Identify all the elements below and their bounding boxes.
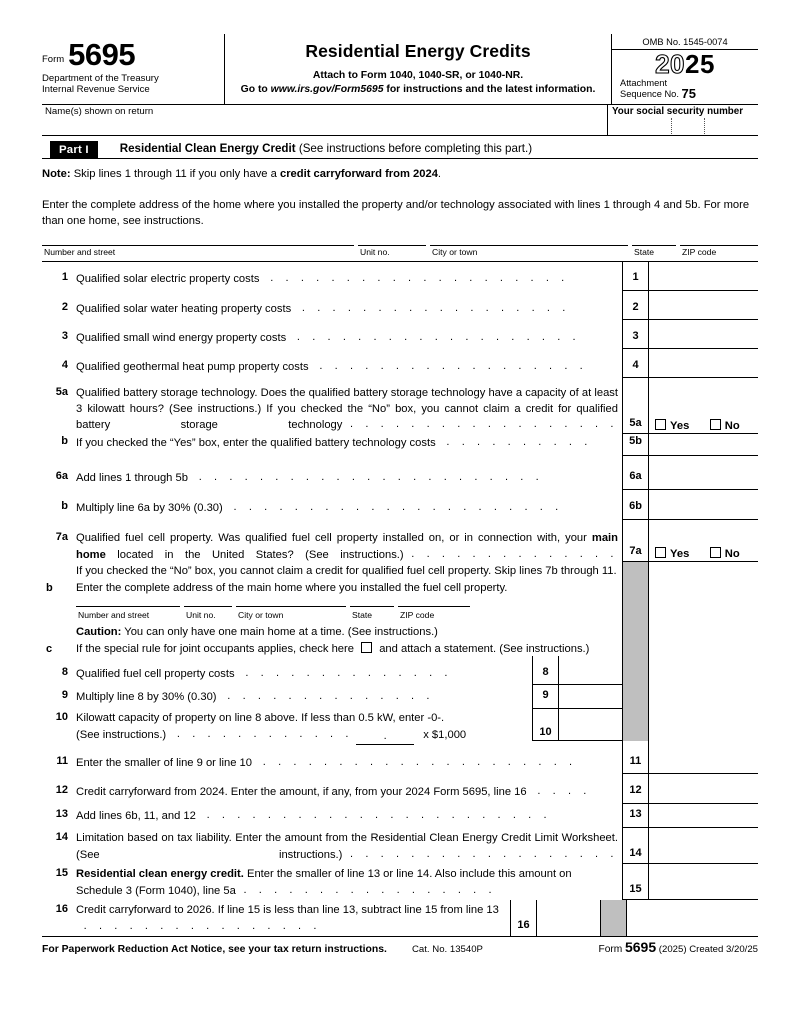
address-instruction: Enter the complete address of the home where you installed the property and/or technology associated with lines 1 through 4 and 5b. For more than one home, see instructions.: [42, 199, 750, 227]
leader-dots: . . . . . . . . . . . . . .: [403, 547, 618, 560]
line-16-number: 16: [55, 903, 68, 915]
ssn-label: Your social security number: [612, 106, 744, 117]
line-7a-note: If you checked the “No” box, you cannot claim a credit for qualified fuel cell property. Skip lines 7b through 11.: [76, 565, 617, 577]
attach-instruction: Attach to Form 1040, 1040-SR, or 1040-NR.: [312, 70, 524, 81]
line-5a-label: Qualified battery storage technology. Does the qualified battery storage technology have a capacity of at least 3 kilowatt hours? (See instructions.) If you checked the “No” box, you cannot claim a credit for qualified battery storage technology: [76, 387, 618, 432]
leader-dots: . . . . . . . . . . . . . . . . . . . .: [262, 272, 569, 284]
line-6b-label: Multiply line 6a by 30% (0.30): [76, 502, 223, 514]
line-8-row: [42, 656, 758, 685]
line-4-ref: 4: [622, 349, 648, 378]
address-zip-label: ZIP code: [682, 247, 717, 257]
omb-number: OMB No. 1545-0074: [612, 34, 758, 50]
line-2-text: [76, 291, 622, 320]
attachment-label-1: Attachment: [620, 78, 668, 88]
leader-dots: . . . . . . . . . . . . . . . . . . .: [289, 331, 581, 343]
line-1-row: [42, 261, 758, 291]
line-1-number: 1: [61, 271, 68, 283]
footer-form-label: Form: [598, 944, 623, 955]
line-5b-number: b: [61, 435, 68, 447]
line-8-label: Qualified fuel cell property costs: [76, 668, 235, 680]
line-13-text: [76, 804, 622, 828]
goto-url[interactable]: www.irs.gov/Form5695: [270, 84, 384, 95]
line-7a-text: [76, 520, 622, 562]
line-15-label-rest: Enter the smaller of line 13 or line 14. Also include this amount on Schedule 3 (Form 1040), line 5a: [76, 868, 572, 897]
department-block: [42, 73, 218, 96]
checkbox-icon[interactable]: [710, 419, 721, 430]
note-bold-text: credit carryforward from 2024: [279, 168, 438, 180]
leader-dots: . . . . . . . . . . . . . . . . . . . . . .: [225, 501, 563, 513]
line-15-text: [76, 864, 622, 900]
line-16-amount[interactable]: [536, 900, 600, 936]
line-7a-ref: 7a: [622, 520, 648, 562]
line-13-row: [42, 804, 758, 828]
line-15-amount[interactable]: [648, 864, 758, 900]
line-16-ref: 16: [510, 900, 536, 936]
line-6b-number: b: [61, 500, 68, 512]
line-9-shaded-cell: [622, 685, 648, 709]
part-1-title-bold: Residential Clean Energy Credit: [119, 142, 296, 155]
attachment-label-2: Sequence No.: [620, 88, 679, 99]
line-7c-text-after: and attach a statement. (See instructions.): [379, 642, 590, 655]
line-2-ref: 2: [622, 291, 648, 320]
line-11-label: Enter the smaller of line 9 or line 10: [76, 757, 252, 769]
line-7a-label-part1: Qualified fuel cell property. Was qualified fuel cell property installed on, or in connection with, your: [76, 532, 592, 544]
note-text-after: .: [437, 168, 442, 180]
line-5a-row: [42, 378, 758, 434]
header-title-block: [225, 34, 611, 104]
page-title: Residential Energy Credits: [305, 41, 531, 61]
line-9-row: [42, 685, 758, 709]
address-zip-field[interactable]: [680, 245, 758, 257]
line-16-text: [76, 900, 510, 936]
leader-dots: . . . . . . . . . .: [438, 436, 592, 448]
line-9-number: 9: [61, 689, 68, 701]
line-11-ref: 11: [622, 741, 648, 774]
line-10-kilowatt-input[interactable]: .: [356, 729, 414, 746]
leader-dots: . . . . . . . . . . . . . . . . . . . . .: [255, 756, 577, 768]
line-13-ref: 13: [622, 804, 648, 828]
line-7c-number: c: [46, 642, 53, 655]
line-16-label: Credit carryforward to 2026. If line 15 is less than line 13, subtract line 15 from line 13: [76, 904, 499, 916]
line-9-label: Multiply line 8 by 30% (0.30): [76, 691, 217, 703]
line-6b-ref: 6b: [622, 490, 648, 520]
leader-dots: . . . . . . . . . . . . . . . .: [76, 919, 321, 932]
main-home-address-row: [76, 606, 618, 621]
leader-dots: . . . . . . . . . . . . . .: [219, 690, 435, 702]
line-6b-row: [42, 490, 758, 520]
name-field-cell[interactable]: [42, 105, 608, 135]
address-state-label: State: [634, 247, 655, 257]
line-7c-text-before: If the special rule for joint occupants applies, check here: [76, 642, 354, 655]
mainhome-unit-field[interactable]: [184, 606, 232, 624]
line-12-ref: 12: [622, 774, 648, 804]
line-14-row: [42, 828, 758, 864]
line-14-amount[interactable]: [648, 828, 758, 864]
leader-dots: . . . . . . . . . . . . . . . . . . . . . . .: [191, 471, 544, 483]
department-line-1: Department of the Treasury: [42, 73, 159, 84]
note-line: [42, 168, 758, 180]
mainhome-unit-label: Unit no.: [186, 610, 216, 621]
line-2-row: [42, 291, 758, 320]
checkbox-icon[interactable]: [655, 419, 666, 430]
leader-dots: . . . . . . . . . . . . . .: [237, 667, 453, 679]
line-10-shaded-cell: [622, 709, 648, 741]
tax-year-prefix: 20: [655, 49, 685, 79]
form-footer: [42, 936, 758, 955]
line-13-amount[interactable]: [648, 804, 758, 828]
line-14-ref: 14: [622, 828, 648, 864]
line-8-number: 8: [61, 666, 68, 678]
line-15-label-bold: Residential clean energy credit.: [76, 868, 244, 880]
line-13-label: Add lines 6b, 11, and 12: [76, 810, 196, 822]
line-5a-no-label: No: [724, 420, 740, 432]
line-7a-yes-label: Yes: [670, 548, 690, 560]
line-12-label: Credit carryforward from 2024. Enter the amount, if any, from your 2024 Form 5695, line 16: [76, 786, 527, 798]
line-6a-label: Add lines 1 through 5b: [76, 472, 188, 484]
line-7b-label: Enter the complete address of the main home where you installed the fuel cell property.: [76, 581, 508, 594]
line-7a-yes-option[interactable]: [655, 548, 689, 560]
name-ssn-row: [42, 105, 758, 136]
line-5b-ref: 5b: [622, 434, 648, 456]
line-7a-label-part2: located in the United States? (See instructions.): [105, 548, 404, 561]
line-8-shaded-cell: [622, 656, 648, 685]
line-16-row: [42, 900, 758, 936]
mainhome-zip-field[interactable]: [398, 606, 470, 624]
mainhome-state-field[interactable]: [350, 606, 394, 624]
address-unit-label: Unit no.: [360, 247, 390, 257]
paperwork-notice: For Paperwork Reduction Act Notice, see your tax return instructions.: [42, 944, 387, 955]
mainhome-street-field[interactable]: [76, 606, 180, 624]
line-7a-no-option[interactable]: [710, 548, 740, 560]
mainhome-street-label: Number and street: [78, 610, 150, 621]
line-11-row: [42, 741, 758, 774]
mainhome-city-label: City or town: [238, 610, 284, 621]
attachment-sequence-number: 75: [681, 85, 696, 101]
address-city-field[interactable]: [430, 245, 628, 257]
address-street-label: Number and street: [44, 247, 116, 257]
line-9-blank-cell: [648, 685, 758, 709]
line-3-ref: 3: [622, 320, 648, 349]
leader-dots: . . . . . . . . . . . . . . . . .: [235, 883, 497, 896]
department-line-2: Internal Revenue Service: [42, 84, 150, 96]
line-16-blank-cell: [626, 900, 736, 936]
line-11-number: 11: [56, 755, 68, 767]
line-4-number: 4: [61, 359, 68, 371]
name-label: Name(s) shown on return: [45, 106, 154, 117]
line-12-number: 12: [55, 784, 68, 796]
home-address-row: [42, 245, 758, 261]
checkbox-icon[interactable]: [361, 642, 372, 653]
line-1-amount[interactable]: [648, 261, 758, 291]
line-10-amount[interactable]: [558, 709, 622, 741]
line-12-amount[interactable]: [648, 774, 758, 804]
caution-label: Caution:: [76, 626, 122, 639]
form-number: 5695: [68, 37, 136, 72]
footer-form-suffix: (2025) Created 3/20/25: [658, 944, 758, 955]
line-5a-yes-option[interactable]: [655, 420, 689, 432]
line-10-text: [76, 709, 532, 741]
line-3-text: [76, 320, 622, 349]
line-10-label-1: Kilowatt capacity of property on line 8 above. If less than 0.5 kW, enter -0-.: [76, 712, 445, 724]
line-8-text: [76, 656, 532, 685]
tax-year-suffix: 25: [685, 49, 715, 79]
line-7-block-text: [46, 562, 622, 656]
form-5695: [42, 34, 758, 955]
line-1-label: Qualified solar electric property costs: [76, 273, 260, 285]
header-right-block: [611, 34, 758, 104]
line-15-ref: 15: [622, 864, 648, 900]
leader-dots: . . . .: [529, 785, 591, 797]
line-10-number: 10: [55, 711, 68, 723]
ssn-field-cell[interactable]: [608, 105, 758, 135]
attachment-sequence-block: [612, 78, 758, 99]
line-7a-label-bold: main home: [76, 532, 618, 561]
line-2-number: 2: [61, 301, 68, 313]
line-6b-amount[interactable]: [648, 490, 758, 520]
leader-dots: . . . . . . . . . . . . . . . . . .: [294, 302, 570, 314]
line-6b-text: [76, 490, 622, 520]
line-12-row: [42, 774, 758, 804]
line-7a-no-label: No: [724, 548, 740, 560]
line-15-row: [42, 864, 758, 900]
line-16-shaded-cell: [600, 900, 626, 936]
part-1-tag: Part I: [50, 141, 98, 158]
line-5a-yes-label: Yes: [670, 420, 690, 432]
header-left-block: [42, 34, 225, 104]
line-11-text: [76, 741, 622, 774]
line-5a-answer: [648, 378, 758, 434]
line-10-label-2: (See instructions.): [76, 728, 167, 741]
address-state-field[interactable]: [632, 245, 676, 257]
tax-year-block: [612, 50, 758, 77]
line-11-amount[interactable]: [648, 741, 758, 774]
line-5a-number: 5a: [55, 386, 68, 398]
address-unit-field[interactable]: [358, 245, 426, 257]
address-city-label: City or town: [432, 247, 478, 257]
line-6a-number: 6a: [55, 470, 68, 482]
line-6a-amount[interactable]: [648, 456, 758, 490]
leader-dots: . . . . . . . . . . . . . . . . . .: [342, 418, 618, 431]
mainhome-state-label: State: [352, 610, 373, 621]
line-7b-wrap: [46, 581, 618, 597]
address-street-field[interactable]: [42, 245, 354, 257]
goto-prefix: Go to: [240, 84, 268, 95]
form-word-label: Form: [42, 54, 65, 65]
line-9-ref: 9: [532, 685, 558, 709]
line-7a-answer: [648, 520, 758, 562]
line-4-amount[interactable]: [648, 349, 758, 378]
line-7b-number: b: [46, 581, 53, 594]
line-6a-ref: 6a: [622, 456, 648, 490]
checkbox-icon[interactable]: [710, 547, 721, 558]
line-15-number: 15: [55, 867, 68, 879]
line-10-ref: 10: [532, 709, 558, 741]
catalog-number: Cat. No. 13540P: [412, 944, 483, 955]
caution-text: You can only have one main home at a time. (See instructions.): [121, 626, 438, 639]
part-1-header: [42, 141, 758, 159]
line-7a-number: 7a: [55, 531, 68, 543]
line-10-blank-cell: [648, 709, 758, 741]
footer-form-id: [599, 939, 758, 955]
line-8-blank-cell: [648, 656, 758, 685]
line-7-blank-cell: [648, 562, 758, 656]
form-header: [42, 34, 758, 105]
tax-year: [612, 49, 758, 79]
line-7-block-row: [42, 562, 758, 656]
line-5b-row: [42, 434, 758, 456]
line-1-ref: 1: [622, 261, 648, 291]
line-8-amount[interactable]: [558, 656, 622, 685]
note-label: Note:: [42, 168, 71, 180]
leader-dots: . . . . . . . . . . . . . . . . . . . . . . .: [198, 809, 552, 821]
part-1-title-rest: (See instructions before completing this part.): [298, 142, 533, 155]
line-3-row: [42, 320, 758, 349]
line-6a-text: [76, 456, 622, 490]
line-4-text: [76, 349, 622, 378]
mainhome-zip-label: ZIP code: [400, 610, 435, 621]
line-9-text: [76, 685, 532, 709]
ssn-divider-1: [671, 118, 672, 134]
line-5b-text: [76, 434, 622, 456]
line-3-label: Qualified small wind energy property costs: [76, 332, 287, 344]
line-7a-row: [42, 520, 758, 562]
line-14-text: [76, 828, 622, 864]
mainhome-city-field[interactable]: [236, 606, 346, 624]
line-12-text: [76, 774, 622, 804]
line-10-row: [42, 709, 758, 741]
leader-dots: . . . . . . . . . . . . . . . . . .: [311, 360, 588, 372]
leader-dots: . . . . . . . . . . . .: [169, 727, 354, 740]
line-7-shaded-cell: [622, 562, 648, 656]
line-5b-amount[interactable]: [648, 434, 758, 456]
line-2-amount[interactable]: [648, 291, 758, 320]
goto-instruction: [225, 84, 611, 95]
checkbox-icon[interactable]: [655, 547, 666, 558]
line-8-ref: 8: [532, 656, 558, 685]
line-3-amount[interactable]: [648, 320, 758, 349]
leader-dots: . . . . . . . . . . . . . . . . . .: [342, 847, 618, 860]
note-text-before: Skip lines 1 through 11 if you only have a: [70, 168, 280, 180]
line-3-number: 3: [61, 330, 68, 342]
line-5a-text: [76, 378, 622, 434]
line-6a-row: [42, 456, 758, 490]
line-14-label: Limitation based on tax liability. Enter the amount from the Residential Clean Energy Credit Limit Worksheet. (See instructions.): [76, 832, 618, 861]
line-14-number: 14: [55, 831, 68, 843]
footer-form-number: 5695: [624, 939, 657, 955]
line-5a-ref: 5a: [622, 378, 648, 434]
caution-line: [76, 625, 618, 641]
line-5b-label: If you checked the “Yes” box, enter the qualified battery technology costs: [76, 437, 436, 449]
part-1-title: [98, 141, 532, 158]
line-10-multiplier: x $1,000: [423, 728, 467, 741]
line-1-text: [76, 261, 622, 291]
line-13-number: 13: [55, 808, 68, 820]
line-5a-no-option[interactable]: [710, 420, 740, 432]
line-2-label: Qualified solar water heating property costs: [76, 303, 292, 315]
lines-block: [42, 261, 758, 936]
line-4-row: [42, 349, 758, 378]
goto-suffix: for instructions and the latest information.: [386, 84, 596, 95]
ssn-divider-2: [704, 118, 705, 134]
line-9-amount[interactable]: [558, 685, 622, 709]
line-4-label: Qualified geothermal heat pump property costs: [76, 361, 309, 373]
